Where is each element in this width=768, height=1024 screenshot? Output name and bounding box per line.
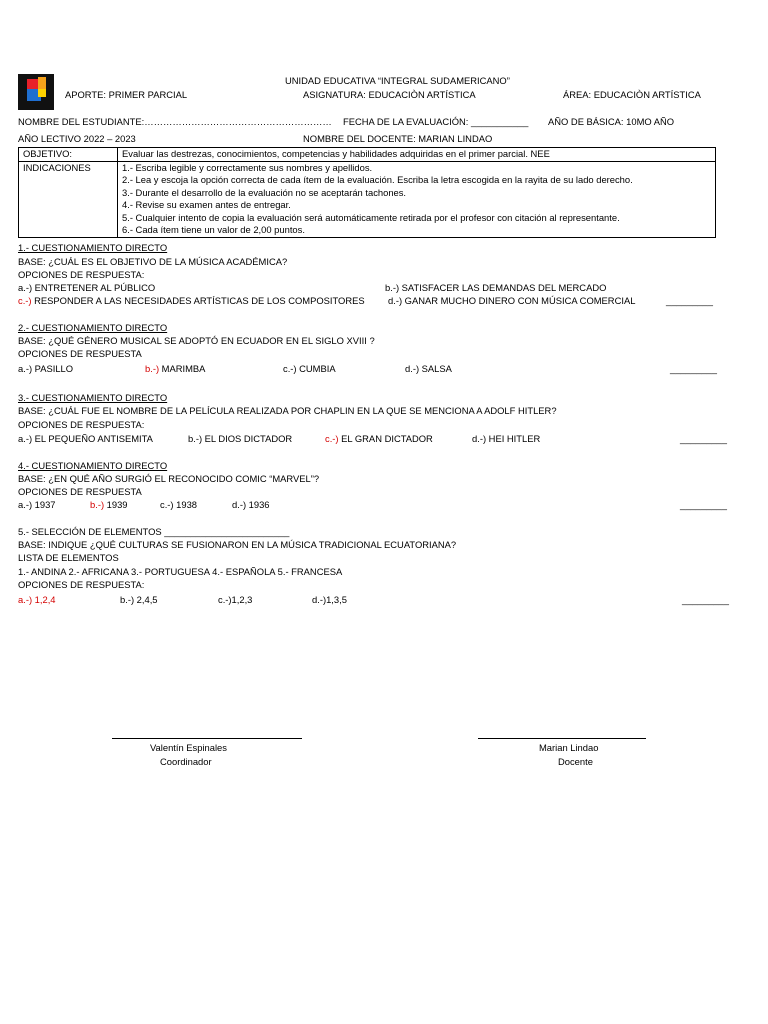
q2-option-b-text: MARIMBA — [159, 363, 206, 374]
q2-title: 2.- CUESTIONAMIENTO DIRECTO — [18, 322, 168, 333]
instruction-item: 3.- Durante el desarrollo de la evaluación no se aceptarán tachones. — [122, 186, 407, 198]
instruction-item: 1.- Escriba legible y correctamente sus nombres y apellidos. — [122, 161, 373, 173]
q3-option-c-text: EL GRAN DICTADOR — [338, 433, 433, 444]
q2-option-c: c.-) CUMBIA — [283, 363, 336, 374]
aporte-label: APORTE: PRIMER PARCIAL — [65, 89, 188, 100]
objective-row — [19, 148, 716, 162]
q1-option-a: a.-) ENTRETENER AL PÚBLICO — [18, 282, 156, 293]
q4-option-b-letter: b.-) — [90, 499, 105, 510]
q2-options-label: OPCIONES DE RESPUESTA — [18, 348, 142, 359]
instruction-item: 4.- Revise su examen antes de entregar. — [122, 199, 291, 210]
q3-options-label: OPCIONES DE RESPUESTA: — [18, 419, 145, 430]
q2-answer-blank[interactable]: _________ — [670, 363, 717, 374]
teacher-signature-role: Docente — [558, 756, 593, 767]
q5-answer-blank[interactable]: _________ — [682, 594, 729, 605]
q3-answer-blank[interactable]: _________ — [680, 433, 727, 444]
q3-title: 3.- CUESTIONAMIENTO DIRECTO — [18, 392, 168, 403]
objective-text: Evaluar las destrezas, conocimientos, competencias y habilidades adquiridas en el primer parcial. NEE — [118, 148, 716, 162]
q3-option-c — [325, 433, 433, 445]
instructions-label: INDICACIONES — [19, 161, 118, 237]
q3-option-b: b.-) EL DIOS DICTADOR — [188, 433, 293, 444]
q4-option-d: d.-) 1936 — [232, 499, 270, 510]
q4-option-b-text: 1939 — [104, 499, 128, 510]
q1-answer-blank[interactable]: _________ — [666, 295, 713, 306]
q3-base: BASE: ¿CUÁL FUE EL NOMBRE DE LA PELÍCULA REALIZADA POR CHAPLIN EN LA QUE SE MENCIONA A ADOLF HITLER? — [18, 405, 557, 416]
q5-title: 5.- SELECCIÓN DE ELEMENTOS ________________________ — [18, 526, 290, 537]
evaluation-date-field[interactable]: FECHA DE LA EVALUACIÓN: ___________ — [343, 116, 529, 127]
q5-option-b: b.-) 2,4,5 — [120, 594, 158, 605]
q4-option-b — [90, 499, 128, 511]
teacher-name-label: NOMBRE DEL DOCENTE: MARIAN LINDAO — [303, 133, 493, 144]
q5-base: BASE: INDIQUE ¿QUÉ CULTURAS SE FUSIONARON EN LA MÚSICA TRADICIONAL ECUATORIANA? — [18, 539, 457, 550]
signature-line-left — [112, 738, 302, 739]
q2-base: BASE: ¿QUÉ GÉNERO MUSICAL SE ADOPTÓ EN ECUADOR EN EL SIGLO XVIII ? — [18, 335, 375, 346]
teacher-signature-name: Marian Lindao — [539, 742, 599, 753]
objectives-table — [18, 147, 716, 238]
q2-option-b-letter: b.-) — [145, 363, 160, 374]
q4-option-c: c.-) 1938 — [160, 499, 197, 510]
q1-base: BASE: ¿CUÁL ES EL OBJETIVO DE LA MÚSICA ACADÉMICA? — [18, 256, 288, 267]
q4-options-label: OPCIONES DE RESPUESTA — [18, 486, 142, 497]
q1-options-label: OPCIONES DE RESPUESTA: — [18, 269, 145, 280]
q1-option-c-letter: c.-) — [18, 295, 32, 306]
q1-option-b: b.-) SATISFACER LAS DEMANDAS DEL MERCADO — [385, 282, 607, 293]
q5-list-label: LISTA DE ELEMENTOS — [18, 552, 119, 563]
q5-option-d: d.-)1,3,5 — [312, 594, 347, 605]
q4-option-a: a.-) 1937 — [18, 499, 56, 510]
coordinator-name: Valentín Espinales — [150, 742, 227, 753]
q5-option-c: c.-)1,2,3 — [218, 594, 253, 605]
q5-option-a: a.-) 1,2,4 — [18, 594, 56, 605]
coordinator-role: Coordinador — [160, 756, 212, 767]
q4-answer-blank[interactable]: _________ — [680, 499, 727, 510]
objective-label: OBJETIVO: — [19, 148, 118, 162]
q2-option-b — [145, 363, 205, 375]
q3-option-a: a.-) EL PEQUEÑO ANTISEMITA — [18, 433, 153, 444]
q1-option-c — [18, 295, 365, 307]
q1-option-c-text: RESPONDER A LAS NECESIDADES ARTÍSTICAS DE LOS COMPOSITORES — [31, 295, 365, 306]
asignatura-label: ASIGNATURA: EDUCACIÒN ARTÍSTICA — [303, 89, 476, 100]
q1-option-d: d.-) GANAR MUCHO DINERO CON MÚSICA COMERCIAL — [388, 295, 636, 306]
q5-options-label: OPCIONES DE RESPUESTA: — [18, 579, 145, 590]
q2-option-a: a.-) PASILLO — [18, 363, 74, 374]
area-label: ÁREA: EDUCACIÒN ARTÍSTICA — [563, 89, 701, 100]
school-name: UNIDAD EDUCATIVA “INTEGRAL SUDAMERICANO” — [285, 75, 510, 86]
q3-option-d: d.-) HEI HITLER — [472, 433, 541, 444]
q2-option-d: d.-) SALSA — [405, 363, 452, 374]
instructions-list — [118, 161, 716, 237]
q3-option-c-letter: c.-) — [325, 433, 339, 444]
signature-line-right — [478, 738, 646, 739]
school-year-label: AÑO LECTIVO 2022 – 2023 — [18, 133, 136, 144]
q4-title: 4.- CUESTIONAMIENTO DIRECTO — [18, 460, 168, 471]
instruction-item: 2.- Lea y escoja la opción correcta de cada ítem de la evaluación. Escriba la letra escogida en la rayita de su lado derecho. — [122, 174, 633, 185]
school-logo — [18, 74, 54, 110]
instruction-item: 6.- Cada ítem tiene un valor de 2,00 puntos. — [122, 224, 305, 235]
instructions-row — [19, 161, 716, 237]
q1-title: 1.- CUESTIONAMIENTO DIRECTO — [18, 242, 168, 253]
q4-base: BASE: ¿EN QUÉ AÑO SURGIÓ EL RECONOCIDO COMIC “MARVEL”? — [18, 473, 320, 484]
instruction-item: 5.- Cualquier intento de copia la evaluación será automáticamente retirada por el profesor con citación al representante. — [122, 211, 620, 223]
q5-element-list: 1.- ANDINA 2.- AFRICANA 3.- PORTUGUESA 4.- ESPAÑOLA 5.- FRANCESA — [18, 566, 343, 577]
student-name-field[interactable]: NOMBRE DEL ESTUDIANTE:…………………………………………………… — [18, 116, 332, 127]
grade-level-label: AÑO DE BÁSICA: 10MO AÑO — [548, 116, 675, 127]
